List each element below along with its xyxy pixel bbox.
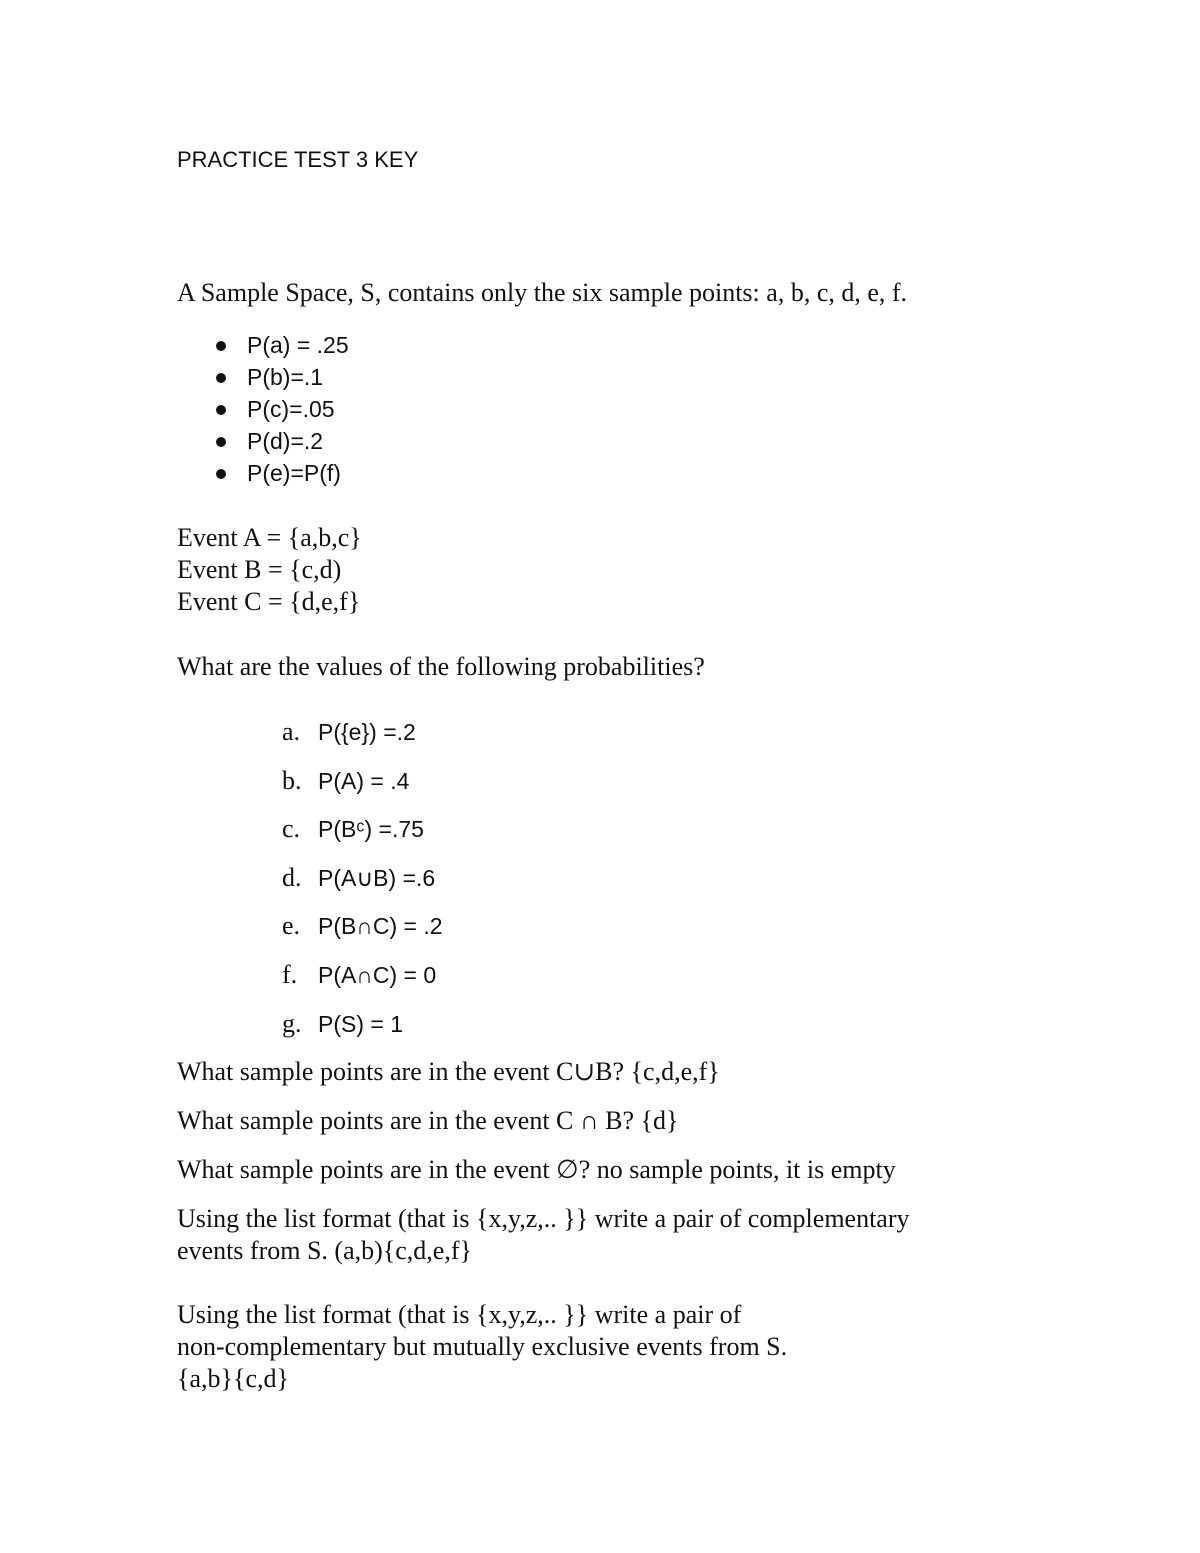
list-item: g. P(S) = 1 bbox=[282, 1008, 404, 1038]
bullet-icon bbox=[216, 341, 226, 351]
union-question: What sample points are in the event C∪B? {c,d,e,f} bbox=[177, 1057, 720, 1086]
probability-list bbox=[210, 329, 349, 489]
bullet-icon bbox=[216, 469, 226, 479]
list-item: f. P(A∩C) = 0 bbox=[282, 959, 437, 989]
sample-space-intro: A Sample Space, S, contains only the six sample points: a, b, c, d, e, f. bbox=[177, 278, 908, 307]
list-item: P(b)=.1 bbox=[210, 361, 349, 393]
complementary-question-line-2: events from S. (a,b){c,d,e,f} bbox=[177, 1236, 472, 1265]
answer-list bbox=[282, 716, 443, 1056]
list-item: a. P({e}) =.2 bbox=[282, 717, 416, 746]
complementary-question-line-1: Using the list format (that is {x,y,z,.. }} write a pair of complementary bbox=[177, 1204, 910, 1233]
exclusive-question-line-1: Using the list format (that is {x,y,z,.. }} write a pair of bbox=[177, 1300, 742, 1329]
list-item: P(e)=P(f) bbox=[210, 457, 349, 489]
exclusive-question-line-3: {a,b}{c,d} bbox=[177, 1364, 289, 1393]
list-item: P(c)=.05 bbox=[210, 393, 349, 425]
list-item: c. P(Bᶜ) =.75 bbox=[282, 814, 424, 844]
list-item: P(d)=.2 bbox=[210, 425, 349, 457]
list-item: d. P(A∪B) =.6 bbox=[282, 862, 436, 892]
bullet-icon bbox=[216, 405, 226, 415]
bullet-icon bbox=[216, 373, 226, 383]
probabilities-question: What are the values of the following probabilities? bbox=[177, 652, 705, 681]
list-item: b. P(A) = .4 bbox=[282, 765, 410, 795]
list-item: e. P(B∩C) = .2 bbox=[282, 911, 443, 941]
intersection-question: What sample points are in the event C ∩ B? {d} bbox=[177, 1106, 679, 1135]
empty-set-question: What sample points are in the event ∅? no sample points, it is empty bbox=[177, 1155, 896, 1184]
document-title: PRACTICE TEST 3 KEY bbox=[177, 147, 419, 172]
event-a: Event A = {a,b,c} bbox=[177, 523, 362, 552]
exclusive-question-line-2: non-complementary but mutually exclusive events from S. bbox=[177, 1332, 788, 1361]
event-b: Event B = {c,d) bbox=[177, 555, 342, 584]
bullet-icon bbox=[216, 437, 226, 447]
event-c: Event C = {d,e,f} bbox=[177, 587, 361, 616]
list-item: P(a) = .25 bbox=[210, 329, 349, 361]
